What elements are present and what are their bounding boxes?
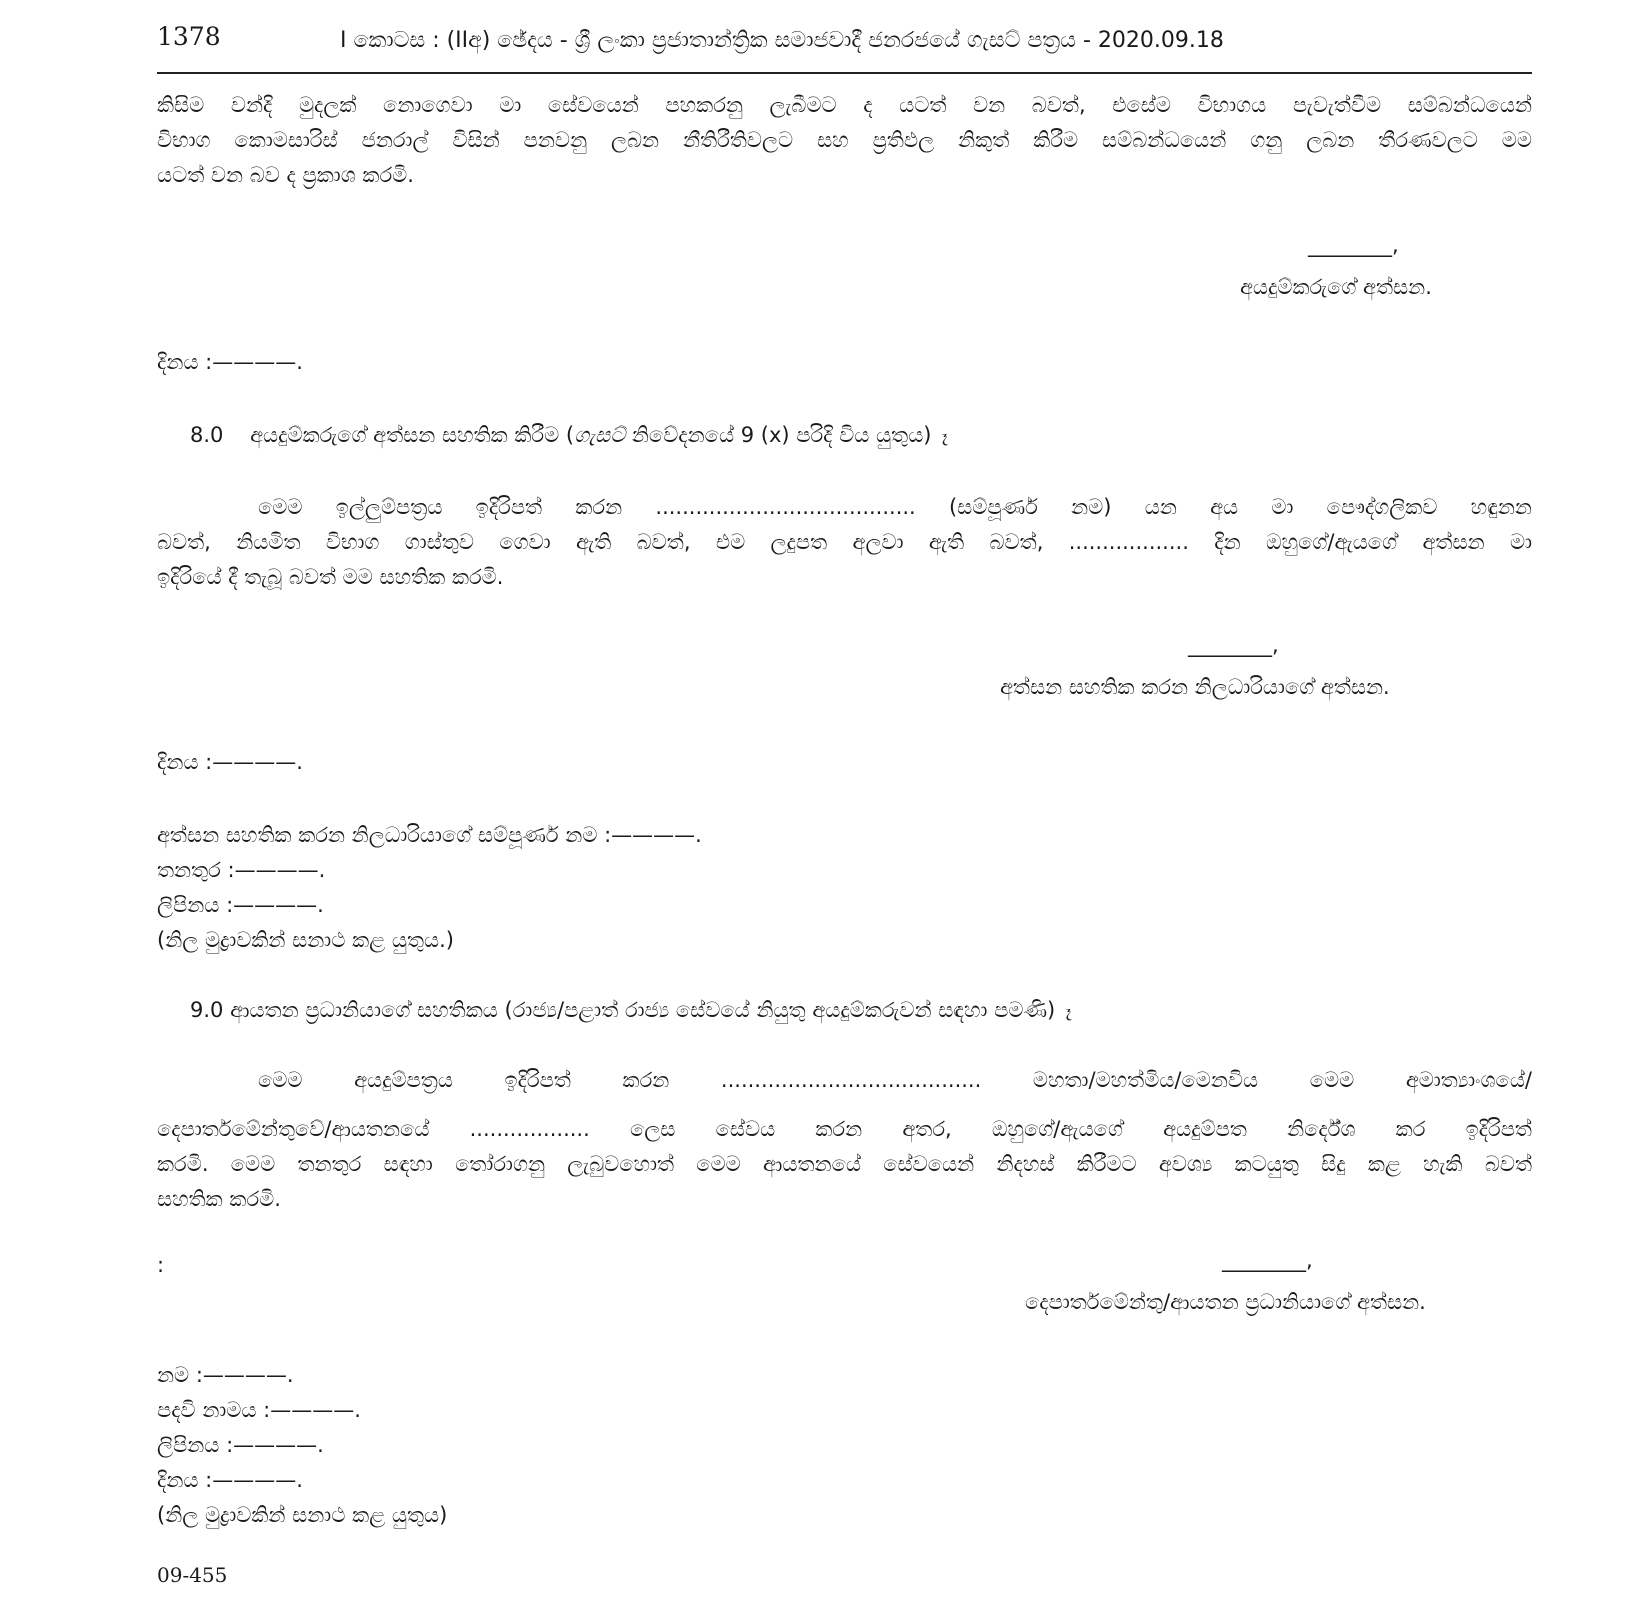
footer-code: 09-455 bbox=[157, 1563, 228, 1587]
section-8-heading-a: අයදුම්කරුගේ අත්සන සහතික කිරීම ( bbox=[250, 423, 575, 447]
head-address-field: ලිපිනය :————. bbox=[157, 1433, 324, 1457]
head-signature-colon: : bbox=[157, 1253, 165, 1277]
section-8-line-3: ඉදිරියේ දී තැබූ බවත් මම සහතික කරමි. bbox=[157, 565, 504, 589]
head-signature-blank: ________, bbox=[1222, 1248, 1313, 1272]
section-9-line-4: සහතික කරමි. bbox=[157, 1187, 281, 1211]
head-date-field: දිනය :————. bbox=[157, 1468, 303, 1492]
section-8-heading-b: නිවේදනයේ 9 (x) පරිදි විය යුතුය) ෑ bbox=[625, 423, 948, 447]
certifier-position-field: තනතුර :————. bbox=[157, 858, 326, 882]
applicant-signature-blank: ________, bbox=[1308, 233, 1399, 257]
section-8-number: 8.0 bbox=[190, 423, 224, 447]
section-9-line-3: කරමි. මෙම තනතුර සඳහා තෝරාගනු ලැබුවහොත් මෙම ආයතනයේ සේවයෙන් නිදහස් කිරීමට අවශ්‍ය කටයුතු සිදු කළ හැකි බවත් bbox=[157, 1152, 1532, 1176]
applicant-signature-caption: අයදුම්කරුගේ අත්සන. bbox=[1240, 275, 1432, 299]
certifier-signature-caption: අත්සන සහතික කරන නිලධාරියාගේ අත්සන. bbox=[1000, 675, 1390, 699]
head-seal-note: (නිල මුද්‍රාවකින් සනාථ කළ යුතුය) bbox=[157, 1503, 448, 1527]
section-8-line-1: මෙම ඉල්ලුම්පත්‍රය ඉදිරිපත් කරන ....................................... (සම්පූර්ණ නම) යන අය මා පෞද්ගලිකව හඳුනන bbox=[258, 495, 1532, 519]
section-8-heading-italic: ගැසට් bbox=[574, 423, 626, 447]
head-name-field: නම :————. bbox=[157, 1363, 294, 1387]
date-field-1: දිනය :————. bbox=[157, 350, 303, 374]
page-number: 1378 bbox=[157, 22, 221, 51]
gazette-header-title: I කොටස : (IIඅ) ඡේදය - ශ්‍රී ලංකා ප්‍රජාතාන්ත්‍රික සමාජවාදී ජනරජයේ ගැසට් පත්‍රය - 2020.09.18 bbox=[340, 28, 1224, 53]
intro-line-1: කිසිම වන්දි මුදලක් නොගෙවා මා සේවයෙන් පහකරනු ලැබීමට ද යටත් වන බවත්, එසේම විභාගය පැවැත්වීම සම්බන්ධයෙන් bbox=[157, 93, 1532, 117]
certifier-signature-blank: ________, bbox=[1188, 633, 1279, 657]
date-field-2: දිනය :————. bbox=[157, 750, 303, 774]
certifier-seal-note: (නිල මුද්‍රාවකින් සනාථ කළ යුතුය.) bbox=[157, 928, 454, 952]
section-8-heading bbox=[190, 418, 948, 453]
intro-line-2: විභාග කොමසාරිස් ජනරාල් විසින් පනවනු ලබන නීතිරීතිවලට සහ ප්‍රතිඵල නිකුත් කිරීම සම්බන්ධයෙන් ගනු ලබන තීරණවලට මම bbox=[157, 128, 1532, 152]
head-signature-caption: දෙපාර්තමේන්තු/ආයතන ප්‍රධානියාගේ අත්සන. bbox=[1025, 1290, 1426, 1314]
head-designation-field: පදවි නාමය :————. bbox=[157, 1398, 361, 1422]
certifier-full-name-field: අත්සන සහතික කරන නිලධාරියාගේ සම්පූර්ණ නම :————. bbox=[157, 823, 702, 847]
certifier-address-field: ලිපිනය :————. bbox=[157, 893, 324, 917]
header-rule bbox=[157, 72, 1532, 74]
section-8-line-2: බවත්, නියමිත විභාග ගාස්තුව ගෙවා ඇති බවත්, එම ලදුපත අලවා ඇති බවත්, .................. දින ඔහුගේ/ඇයගේ අත්සන මා bbox=[157, 530, 1532, 554]
section-9-line-1: මෙම අයදුම්පත්‍රය ඉදිරිපත් කරන ....................................... මහතා/මහත්මිය/මෙනවිය මෙම අමාත්‍යාංශයේ/ bbox=[258, 1068, 1532, 1092]
intro-line-3: යටත් වන බව ද ප්‍රකාශ කරමි. bbox=[157, 163, 414, 187]
section-9-line-2: දෙපාර්තමේන්තුවේ/ආයතනයේ .................. ලෙස සේවය කරන අතර, ඔහුගේ/ඇයගේ අයදුම්පත නිර්දේශ කර ඉදිරිපත් bbox=[157, 1117, 1532, 1141]
section-9-heading: 9.0 ආයතන ප්‍රධානියාගේ සහතිකය (රාජ්‍ය/පළාත් රාජ්‍ය සේවයේ නියුතු අයදුම්කරුවන් සඳහා පමණි) ෑ bbox=[190, 998, 1072, 1022]
